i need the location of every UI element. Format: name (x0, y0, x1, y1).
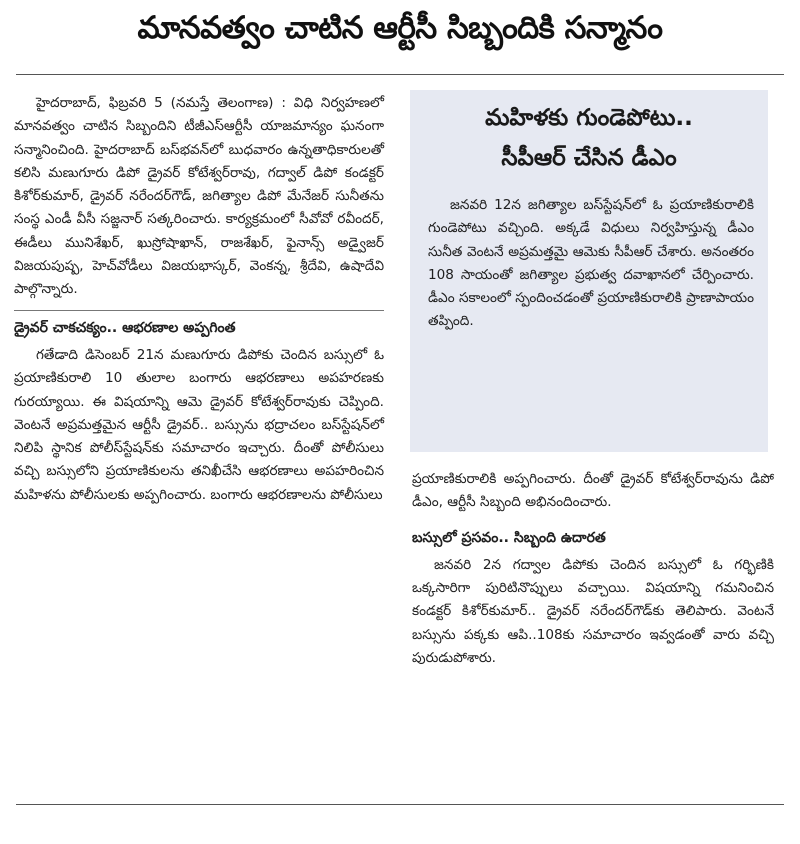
box-title-line-2: సీపీఆర్ చేసిన డీఎం (501, 145, 677, 171)
driver-section-continuation: ప్రయాణికురాలికి అప్పగించారు. దీంతో డ్రైవర్ కోటేశ్వర్‌రావును డిపో డీఎం, ఆర్టీసీ సిబ్బంది అభినందించారు. (412, 471, 774, 511)
main-story-paragraph: హైదరాబాద్, ఫిబ్రవరి 5 (నమస్తే తెలంగాణ) : విధి నిర్వహణలో మానవత్వం చాటిన సిబ్బందిని టీజీఎస్ఆర్టీసీ యాజమాన్యం ఘనంగా సన్మానించింది. హైదరాబాద్ బస్‌భవన్‌లో బుధవారం ఉన్నతాధికారులతో కలిసి మణుగూరు డిపో డ్రైవర్ కోటేశ్వర్‌రావు, గద్వాల్ డిపో కండక్టర్ కిశోర్‌కుమార్, డ్రైవర్ నరేందర్‌గౌడ్, జగిత్యాల డిపో మేనేజర్ సునీతను సంస్థ ఎండీ వీసీ సజ్జనార్ సత్కరించారు. కార్యక్రమంలో సీవోవో రవీందర్, ఈడీలు మునిశేఖర్, ఖుస్రోషాఖాన్, రాజశేఖర్, ఫైనాన్స్ అడ్వైజర్ విజయపుష్ప, హెచ్‌వోడీలు విజయభాస్కర్, వెంకన్న, శ్రీదేవి, ఉషాదేవి పాల్గొన్నారు. (14, 95, 384, 298)
left-column (14, 92, 384, 507)
driver-section-subhead: డ్రైవర్ చాకచక్యం.. ఆభరణాల అప్పగింత (14, 319, 236, 336)
bus-section-paragraph: జనవరి 2న గద్వాల డిపోకు చెందిన బస్సులో ఓ గర్భిణికి ఒక్కసారిగా పురిటినొప్పులు వచ్చాయి. విషయాన్ని గమనించిన కండక్టర్ కిశోర్‌కుమార్.. డ్రైవర్ నరేందర్‌గౌడ్‌కు తెలిపారు. వెంటనే బస్సును పక్కకు ఆపి..108కు సమాచారం ఇవ్వడంతో వారు వచ్చి పురుడుపోశారు. (412, 556, 774, 667)
box-title-line-1: మహిళకు గుండెపోటు.. (485, 105, 693, 131)
page-headline: మానవత్వం చాటిన ఆర్టీసీ సిబ్బందికి సన్మానం (137, 10, 663, 46)
box-paragraph: జనవరి 12న జగిత్యాల బస్‌స్టేషన్‌లో ఓ ప్రయాణికురాలికి గుండెపోటు వచ్చింది. అక్కడే విధులు నిర్వహిస్తున్న డీఎం సునీత వెంటనే అప్రమత్తమై ఆమెకు సీపీఆర్ చేశారు. అనంతరం 108 సాయంతో జగిత్యాల ప్రభుత్వ దవాఖానలో చేర్పించారు. డీఎం సకాలంలో స్పందించడంతో ప్రయాణికురాలికి ప్రాణాపాయం తప్పింది. (428, 197, 754, 330)
bottom-divider (16, 804, 784, 805)
headline-divider (16, 74, 784, 75)
driver-section-paragraph: గతేడాది డిసెంబర్ 21న మణుగూరు డిపోకు చెందిన బస్సులో ఓ ప్రయాణికురాలి 10 తులాల బంగారు ఆభరణాలు అపహరణకు గురయ్యాయి. ఈ విషయాన్ని ఆమె డ్రైవర్ కోటేశ్వర్‌రావుకు చెప్పింది. వెంటనే అప్రమత్తమైన ఆర్టీసీ డ్రైవర్.. బస్సును భద్రాచలం బస్‌స్టేషన్‌లో నిలిపి స్థానిక పోలీస్‌స్టేషన్‌కు సమాచారం ఇచ్చారు. దీంతో పోలీసులు వచ్చి బస్సులోని ప్రయాణికులను తనిఖీచేసి ఆభరణాలు అపహరించిన మహిళను పోలీసులకు అప్పగించారు. బంగారు ఆభరణాలను పోలీసులు (14, 346, 384, 503)
next-article-headline-cropped (24, 814, 784, 844)
box-body (428, 194, 754, 334)
sidebar-box (410, 90, 768, 452)
right-column (412, 468, 774, 670)
section-divider (14, 310, 384, 311)
box-title (410, 98, 768, 178)
bus-section-subhead: బస్సులో ప్రసవం.. సిబ్బంది ఉదారత (412, 529, 606, 546)
